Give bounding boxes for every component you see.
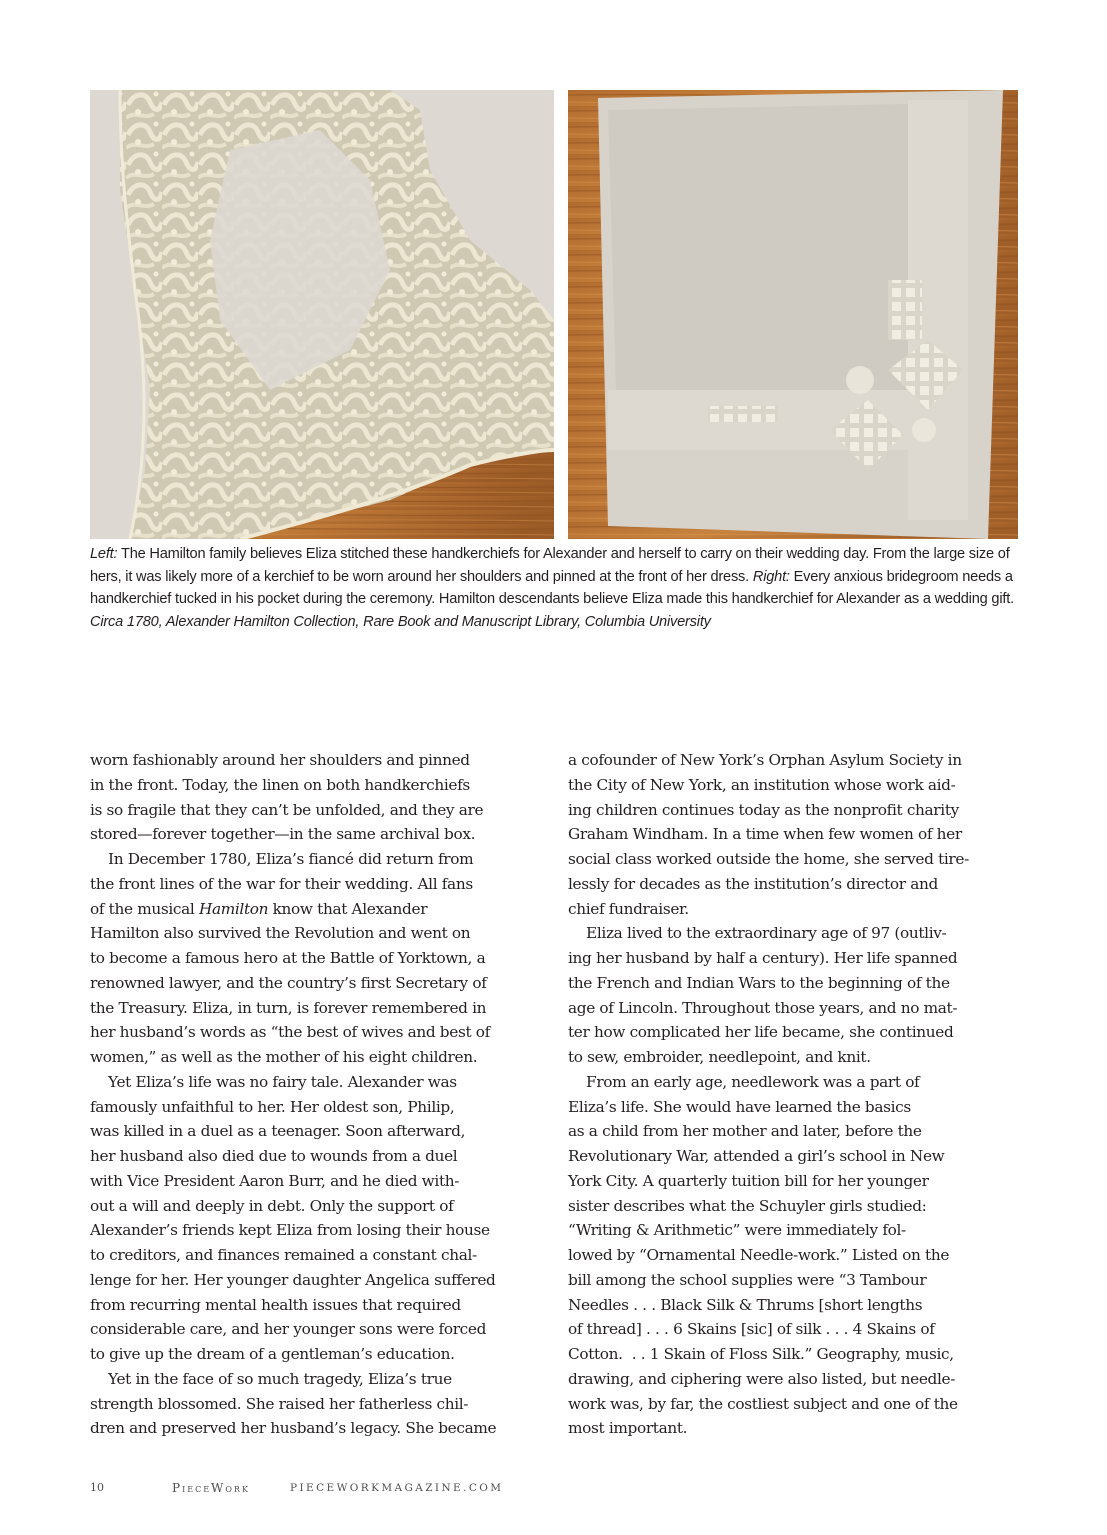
text-line: considerable care, and her younger sons were forced [90, 1320, 487, 1339]
text-line: famously unfaithful to her. Her oldest son, Philip, [90, 1097, 455, 1116]
text-line: out a will and deeply in debt. Only the support of [90, 1196, 454, 1215]
text-line [90, 897, 542, 922]
text-line: with Vice President Aaron Burr, and he died with- [90, 1171, 460, 1190]
text-line: Eliza lived to the extraordinary age of 97 (outliv- [568, 924, 947, 943]
text-line: dren and preserved her husband’s legacy. She became [90, 1419, 497, 1438]
lace-handkerchief-photo [90, 90, 554, 539]
text-line: strength blossomed. She raised her fatherless chil- [90, 1394, 469, 1413]
text-line: to give up the dream of a gentleman’s education. [90, 1345, 455, 1363]
magazine-name: PieceWork [172, 1481, 250, 1495]
text-line: work was, by far, the costliest subject and one of the [568, 1394, 958, 1413]
text-line: Hamilton also survived the Revolution and went on [90, 924, 471, 943]
text-line: in the front. Today, the linen on both handkerchiefs [90, 775, 470, 794]
text-line: In December 1780, Eliza’s fiancé did return from [90, 850, 474, 868]
text-line: the front lines of the war for their wedding. All fans [90, 874, 473, 893]
text-line: to creditors, and finances remained a constant chal- [90, 1246, 477, 1264]
text-line: Yet Eliza’s life was no fairy tale. Alexander was [90, 1072, 457, 1091]
caption-credit: Circa 1780, Alexander Hamilton Collection, Rare Book and Manuscript Library, Columbia University [90, 613, 711, 630]
text-fragment: know that Alexander [268, 899, 428, 918]
text-line: women,” as well as the mother of his eight children. [90, 1048, 478, 1066]
text-line: to sew, embroider, needlepoint, and knit. [568, 1048, 871, 1066]
text-line: Yet in the face of so much tragedy, Eliza’s true [90, 1369, 452, 1388]
text-line: Graham Windham. In a time when few women of her [568, 825, 962, 844]
text-line: lessly for decades as the institution’s director and [568, 874, 938, 893]
caption-text-left: The Hamilton family believes Eliza stitched these handkerchiefs for Alexander and herself to carry on their wedding day. From the large size of hers, it was likely more of a kerchief to be worn around her shoulders and pinned at the front of her dress. [90, 546, 1010, 585]
text-line: social class worked outside the home, she served tire- [568, 850, 969, 868]
text-line: the City of New York, an institution whose work aid- [568, 775, 956, 794]
text-line: From an early age, needlework was a part of [568, 1072, 920, 1091]
text-line: ing her husband by half a century). Her life spanned [568, 949, 958, 967]
caption-text-right: Every anxious bridegroom needs a handkerchief tucked in his pocket during the ceremony. Hamilton descendants believe Eliza made this handkerchief for Alexander as a wedding gift. [90, 568, 1014, 608]
article-column-left [90, 748, 542, 1441]
text-line: renowned lawyer, and the country’s first Secretary of [90, 973, 487, 992]
text-line: York City. A quarterly tuition bill for her younger [568, 1171, 929, 1190]
caption-right-label: Right: [752, 568, 790, 585]
text-line: drawing, and ciphering were also listed, but needle- [568, 1369, 956, 1388]
text-line: her husband also died due to wounds from a duel [90, 1147, 458, 1165]
caption-left-label: Left: [90, 546, 118, 562]
text-line: stored—forever together—in the same archival box. [90, 825, 476, 844]
text-line: lenge for her. Her younger daughter Angelica suffered [90, 1270, 496, 1289]
text-line: “Writing & Arithmetic” were immediately fol- [568, 1221, 906, 1240]
text-line: Cotton. . . 1 Skain of Floss Silk.” Geography, music, [568, 1345, 954, 1363]
text-fragment: of the musical [90, 899, 199, 918]
text-line: to become a famous hero at the Battle of Yorktown, a [90, 949, 486, 967]
text-line: worn fashionably around her shoulders and pinned [90, 751, 470, 769]
photo-caption [90, 543, 1018, 633]
text-line: her husband’s words as “the best of wives and best of [90, 1023, 490, 1042]
text-line: Eliza’s life. She would have learned the basics [568, 1097, 911, 1116]
article-column-right [568, 748, 1020, 1441]
text-line: ing children continues today as the nonprofit charity [568, 800, 959, 819]
text-line: the Treasury. Eliza, in turn, is forever remembered in [90, 998, 487, 1017]
text-line: Needles . . . Black Silk & Thrums [short lengths [568, 1295, 923, 1314]
text-line: age of Lincoln. Throughout those years, and no mat- [568, 998, 958, 1017]
text-line: a cofounder of New York’s Orphan Asylum Society in [568, 751, 962, 769]
text-line: lowed by “Ornamental Needle-work.” Listed on the [568, 1246, 950, 1264]
text-line: most important. [568, 1419, 688, 1438]
text-line: Alexander’s friends kept Eliza from losing their house [90, 1221, 490, 1240]
page-number: 10 [90, 1481, 104, 1494]
text-line: is so fragile that they can’t be unfolded, and they are [90, 800, 484, 819]
magazine-url: PIECEWORKMAGAZINE.COM [290, 1482, 504, 1494]
text-line: was killed in a duel as a teenager. Soon afterward, [90, 1122, 466, 1141]
musical-title: Hamilton [198, 899, 269, 918]
text-line: as a child from her mother and later, before the [568, 1122, 922, 1141]
linen-handkerchief-photo [568, 90, 1018, 539]
text-line: chief fundraiser. [568, 899, 689, 918]
text-line: the French and Indian Wars to the beginning of the [568, 973, 950, 992]
text-line: ter how complicated her life became, she continued [568, 1023, 954, 1042]
text-line: bill among the school supplies were “3 Tambour [568, 1270, 927, 1289]
text-line: from recurring mental health issues that required [90, 1295, 461, 1314]
text-line: Revolutionary War, attended a girl’s school in New [568, 1147, 945, 1165]
text-line: sister describes what the Schuyler girls studied: [568, 1196, 927, 1215]
text-line: of thread] . . . 6 Skains [sic] of silk . . . 4 Skains of [568, 1320, 935, 1339]
